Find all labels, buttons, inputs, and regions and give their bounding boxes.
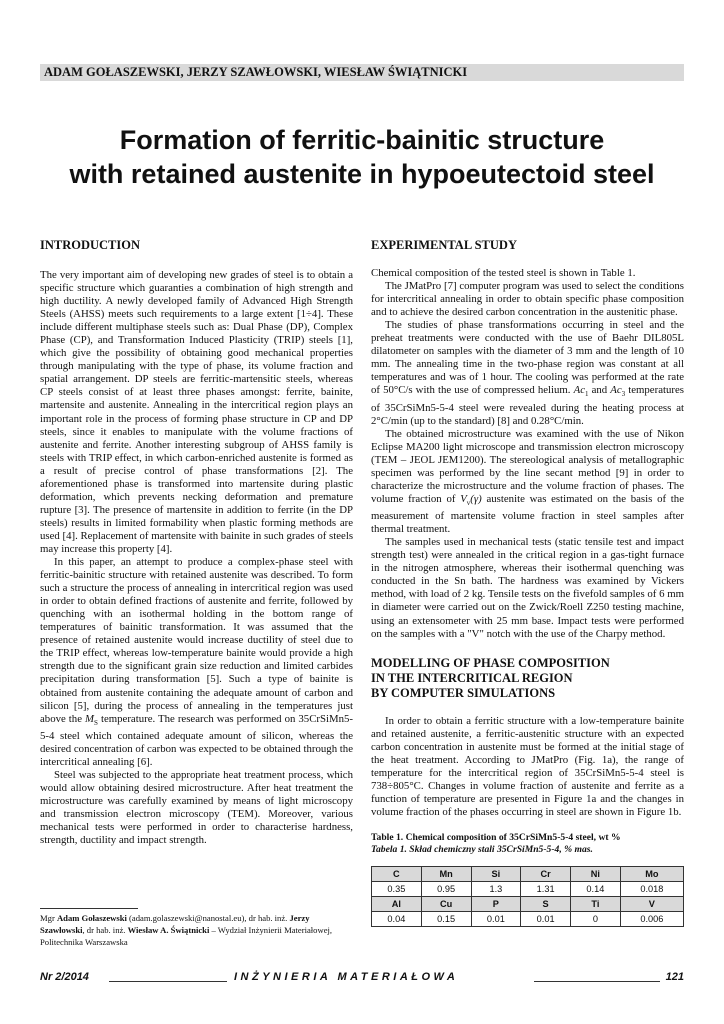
title-line-2: with retained austenite in hypoeutectoid steel <box>69 159 655 189</box>
author-footnote: Mgr Adam Gołaszewski (adam.golaszewski@nanostal.eu), dr hab. inż. Jerzy Szawłowski, dr hab. inż. Wiesław A. Świątnicki – Wydział Inżynierii Materiałowej, Politechnika Warszawska <box>40 913 333 947</box>
table-cell: 0.14 <box>571 882 621 897</box>
table-cell: Cu <box>421 897 471 912</box>
table-cell: Al <box>372 897 422 912</box>
table-cell: Si <box>471 867 521 882</box>
table-cell: 0.35 <box>372 882 422 897</box>
exp-paragraph-3: The studies of phase transformations occurring in steel and the preheat treatments were conducted with the use of Baehr DIL805L dilatometer on samples with the diameter of 3 mm and the length of 10 mm. The annealing time in the two-phase region was constant at all temperatures and was of 1 hour. The cooling was performed at the rate of 50°C/s with the use of compressed helium. $Ac_1$ and $Ac_3$ temperatures of 35CrSiMn5-5-4 steel were revealed during the heating process at 2°C/min (up to the standard) [8] and 0.28°C/min. <box>371 319 684 427</box>
table-cell: 0 <box>571 912 621 927</box>
table-row <box>372 882 684 897</box>
table-cell: 0.006 <box>620 912 683 927</box>
authors-header: ADAM GOŁASZEWSKI, JERZY SZAWŁOWSKI, WIESŁAW ŚWIĄTNICKI <box>40 64 684 81</box>
page-footer <box>40 970 684 984</box>
table-cell: C <box>372 867 422 882</box>
footer-rule-left <box>109 981 227 982</box>
footer-rule-right <box>534 981 660 982</box>
table-cell: Mo <box>620 867 683 882</box>
table-row <box>372 912 684 927</box>
page-number: 121 <box>665 971 684 983</box>
table-cell: 0.01 <box>471 912 521 927</box>
modelling-heading: MODELLING OF PHASE COMPOSITION IN THE INTERCRITICAL REGION BY COMPUTER SIMULATIONS <box>371 655 610 700</box>
table-cell: 0.15 <box>421 912 471 927</box>
table-cell: Ni <box>571 867 621 882</box>
table-cell: V <box>620 897 683 912</box>
exp-paragraph-2: The JMatPro [7] computer program was used to select the conditions for intercritical annealing in order to obtain specific phase composition and to achieve the desired carbon concentration in the austenitic phase. <box>371 280 684 319</box>
table-cell: Cr <box>521 867 571 882</box>
experimental-heading: EXPERIMENTAL STUDY <box>371 238 517 252</box>
table-cell: Ti <box>571 897 621 912</box>
table-cell: P <box>471 897 521 912</box>
table-cell: 1.31 <box>521 882 571 897</box>
table-cell: 0.018 <box>620 882 683 897</box>
table-caption: Table 1. Chemical composition of 35CrSiMn5-5-4 steel, wt % Tabela 1. Skład chemiczny stali 35CrSiMn5-5-4, % mas. <box>371 832 621 855</box>
intro-paragraph-1: The very important aim of developing new grades of steel is to obtain a specific structure which guaranties a combination of high strength and high ductility. A newly developed family of Advanced High Strength Steels (AHSS) meets such requirements to a large extent [1÷4]. These include different multiphase steels such as: Dual Phase (DP), Complex Phase (CP), and Transformation Induced Plasticity (TRIP) steels [1], which give the possibility of obtaining good mechanical properties through manipulating with the type of phase, its volume fraction and spatial arrangement. DP steels are ferritic-martensitic steels, whereas CP steels consist of at least three phases amongst: ferrite, bainite, martensite and austenite. Annealing in the intercritical region plays an important role in the process of forming phase structure in CP and DP steels, since it enables to manipulate with the volume fractions of austenite and ferrite. Another interesting subgroup of AHSS family is steels with TRIP effect, in which carbon-enriched austenite is formed as a result of precise control of phase transformations [2]. The aforementioned phase is transformed into martensite during plastic deformation, which prevents necking deformation and premature rupture [3]. The presence of martensite in addition to ferrite (in the DP steels) results in limited formability when plastic forming methods are used [4]. Replacement of martensite with bainite in such grades of steels may increase this property [4]. <box>40 269 354 555</box>
right-column <box>371 238 684 927</box>
table-cell: Mn <box>421 867 471 882</box>
table-cell: 0.95 <box>421 882 471 897</box>
composition-table <box>371 866 684 927</box>
title-line-1: Formation of ferritic-bainitic structure <box>119 125 605 155</box>
intro-paragraph-3: Steel was subjected to the appropriate heat treatment process, which would allow obtaining desired microstructure. After heat treatment the microstructure was carefully examined by means of light microscopy and transmission electron microscopy (TEM). Moreover, various mechanical tests were performed in order to characterise hardness, strength, ductility and impact strength. <box>40 768 353 847</box>
journal-name: INŻYNIERIA MATERIAŁOWA <box>234 971 459 983</box>
exp-paragraph-4: The obtained microstructure was examined with the use of Nikon Eclipse MA200 light microscope and transmission electron microscopy (TEM – JEOL JEM1200). The stereological analysis of metallographic specimen was performed by the line secant method [9] in order to characterize the microstructure and the volume fraction of phases. The volume fraction of $V_v(\gamma)$ austenite was estimated on the basis of the measurement of martensite volume fraction in steel samples after thermal treatment. <box>371 427 684 536</box>
table-cell: S <box>521 897 571 912</box>
table-header-row-2 <box>372 897 684 912</box>
left-column <box>40 238 353 847</box>
footnote-rule <box>40 908 138 909</box>
table-cell: 1.3 <box>471 882 521 897</box>
table-header-row-1 <box>372 867 684 882</box>
article-title <box>30 123 694 191</box>
modelling-paragraph: In order to obtain a ferritic structure with a low-temperature bainite and retained austenite, a ferritic-austenitic structure with an expected carbon concentration in austenite must be formed at the initial stage of the heat treatment. According to JMatPro (Fig. 1a), the range of temperature for the intercritical region of 35CrSiMn5-5-4 steel is 738÷805°C. Changes in volume fraction of austenite and ferrite as a function of temperature are presented in Figure 1a and the changes in volume fraction of the phases occurring in steel are shown in Figure 1b. <box>371 714 684 818</box>
table-cell: 0.01 <box>521 912 571 927</box>
exp-paragraph-1: Chemical composition of the tested steel is shown in Table 1. <box>371 267 636 279</box>
table-cell: 0.04 <box>372 912 422 927</box>
intro-paragraph-2: In this paper, an attempt to produce a complex-phase steel with ferritic-bainitic structure with retained austenite was described. To form such a structure the process of annealing in intercritical region was used in order to obtain defined fractions of austenite and ferrite, followed by quenching with an isothermal holding in the bottom range of temperatures of bainitic transformation. It was assumed that the presence of retained austenite would increase ductility of steel due to the TRIP effect, whereas low-temperature bainite would provide a high strength due to the significant grain size reduction and limited carbides precipitation during transformation [5]. Such a type of bainite is obtained from austenite containing the adequate amount of carbon and silicon [5], during the process of annealing in the temperatures just above the $M_S$ temperature. The research was performed on 35CrSiMn5-5-4 steel which contained adequate amount of silicon, whereas the desired concentration of carbon was expected to be obtained through the intercritical annealing [6]. <box>40 556 353 768</box>
issue-number: Nr 2/2014 <box>40 971 89 983</box>
exp-paragraph-5: The samples used in mechanical tests (static tensile test and impact strength test) were annealed in the critical region in a gas-tight furnace in the nitrogen atmosphere, whereas their isothermal quenching was conducted in the Sn bath. The hardness was examined by Vickers method, with load of 2 kg. Tensile tests on the fivefold samples of 6 mm in diameter were carried out on the Zwick/Roell Z250 testing machine, using an extensometer with 25 mm base. Impact tests were performed on the samples with a "V" notch with the use of the Charpy method. <box>371 536 684 640</box>
introduction-heading: INTRODUCTION <box>40 238 141 252</box>
